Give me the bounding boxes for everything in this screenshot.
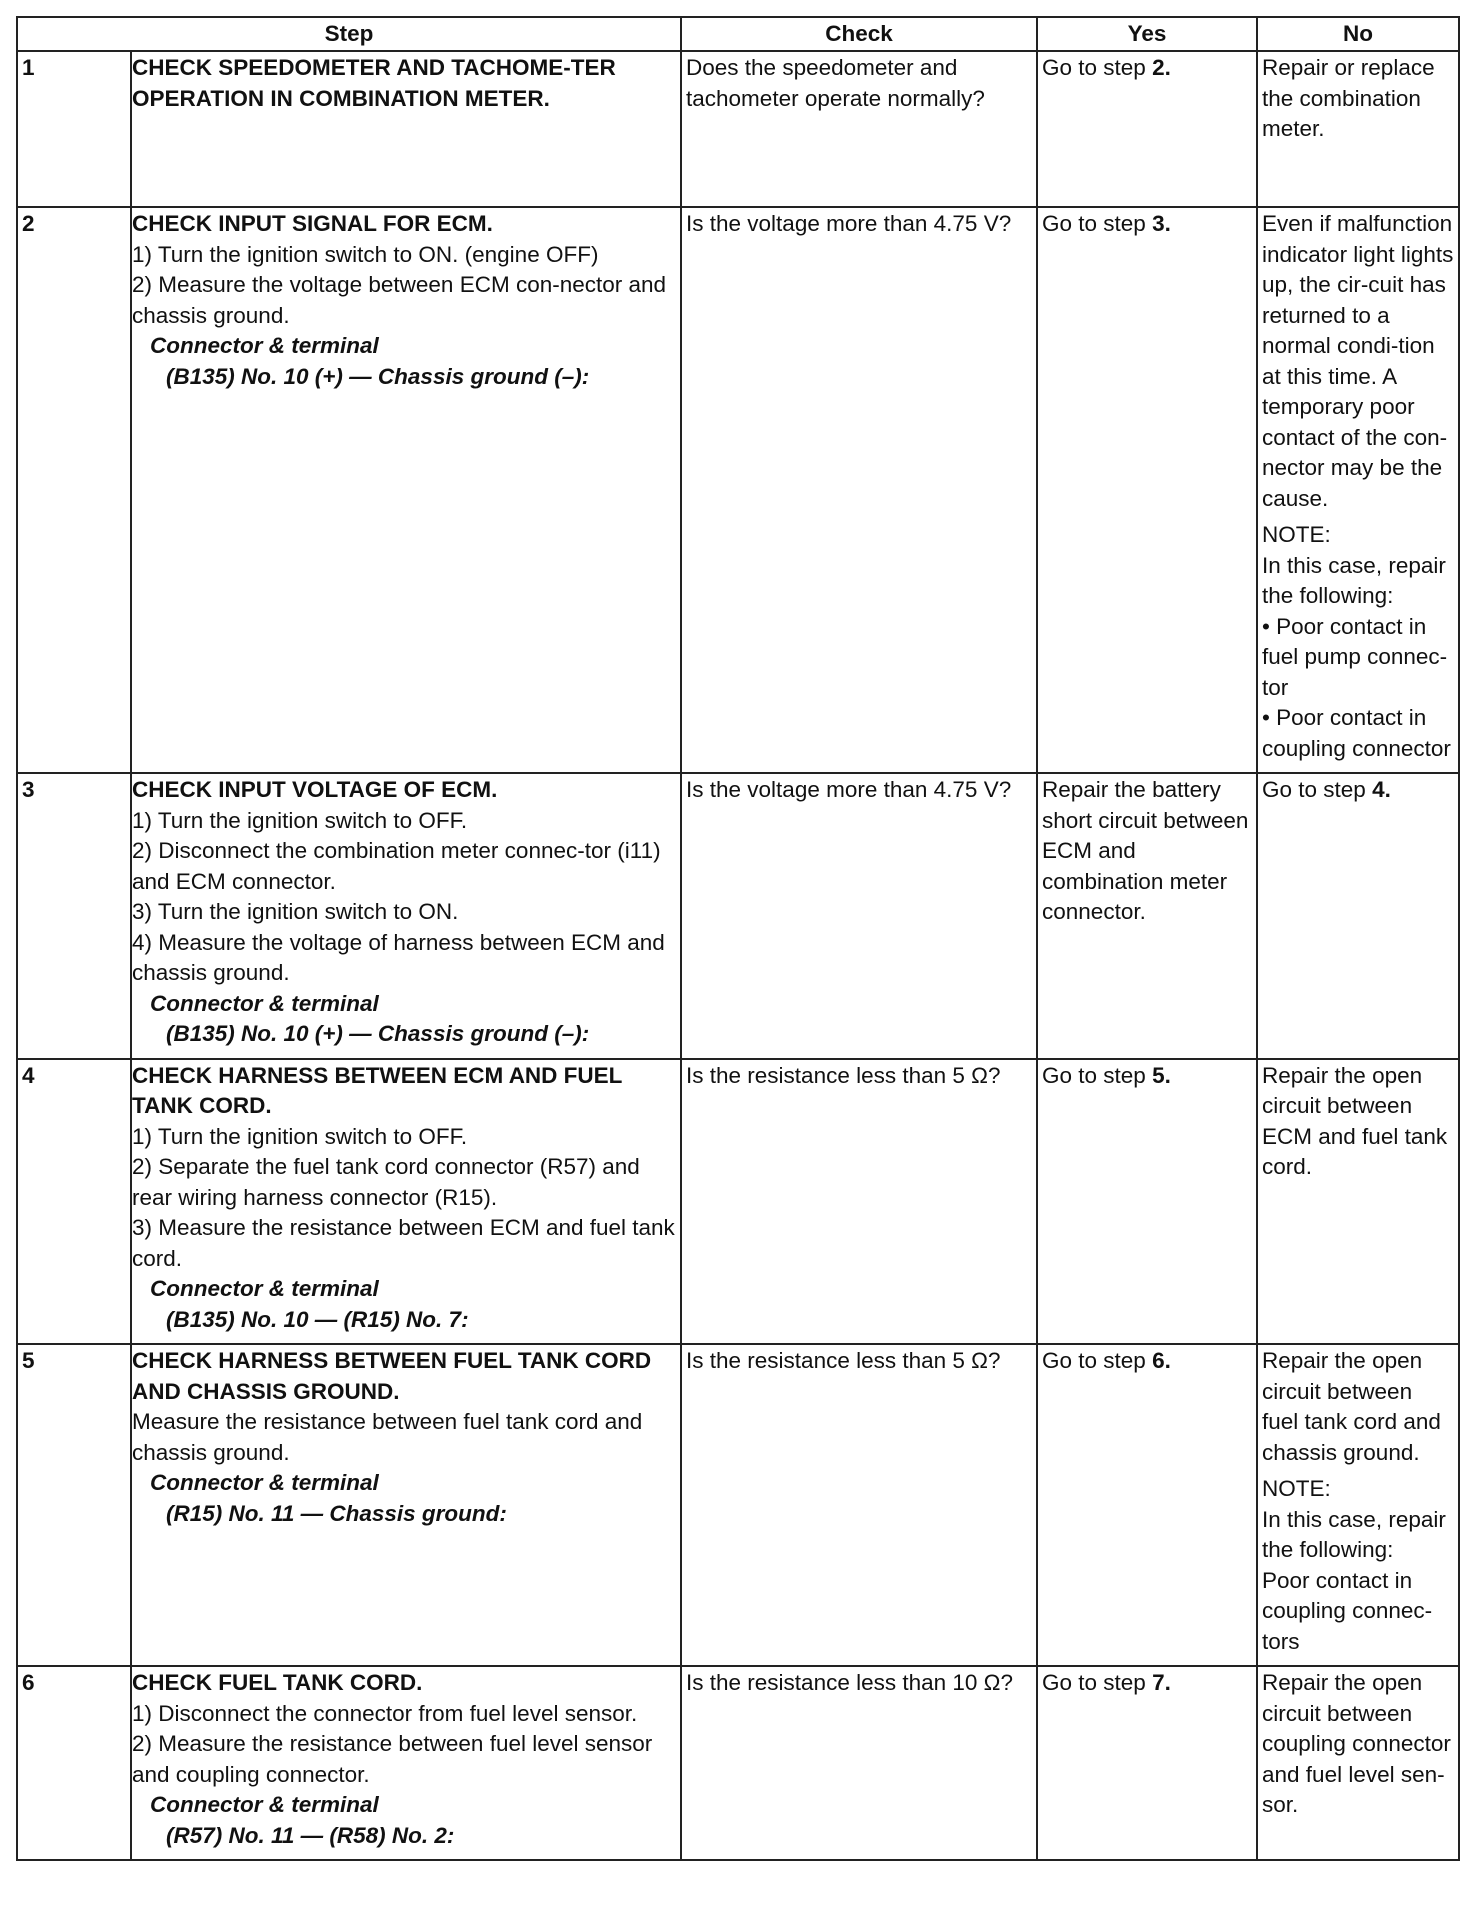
step-instruction: 1) Turn the ignition switch to ON. (engine OFF) (132, 241, 599, 267)
yes-step-ref: 5. (1152, 1062, 1171, 1088)
yes-step-ref: 3. (1152, 211, 1171, 236)
step-cell (131, 1666, 681, 1860)
yes-text: Go to step (1042, 1348, 1153, 1373)
connector-terminal-heading: Connector & terminal (150, 1276, 379, 1301)
connector-terminal-spec: (B135) No. 10 (+) — Chassis ground (–): (166, 1021, 590, 1046)
yes-text: Go to step (1042, 1062, 1153, 1088)
step-number: 5 (17, 1344, 131, 1666)
connector-terminal-heading: Connector & terminal (150, 1792, 379, 1817)
note-line: • Poor contact in coupling connector (1262, 705, 1451, 761)
step-cell (131, 1059, 681, 1345)
step-instruction: 3) Turn the ignition switch to ON. (132, 899, 459, 924)
step-instruction: 1) Turn the ignition switch to OFF. (132, 807, 468, 833)
step-instruction: 1) Disconnect the connector from fuel level sensor. (132, 1700, 638, 1726)
step-cell (131, 1344, 681, 1666)
table-body (17, 51, 1459, 1860)
step-number: 2 (17, 207, 131, 773)
check-cell: Does the speedometer and tachometer operate normally? (681, 51, 1037, 207)
step-title: CHECK INPUT SIGNAL FOR ECM. (132, 211, 493, 236)
yes-text: Go to step (1042, 1670, 1153, 1695)
yes-cell (1037, 1059, 1257, 1345)
step-instruction: 1) Turn the ignition switch to OFF. (132, 1123, 468, 1149)
step-title: CHECK HARNESS BETWEEN ECM AND FUEL TANK CORD. (132, 1062, 623, 1118)
no-step-ref: 4. (1372, 777, 1391, 802)
no-text: Go to step (1262, 777, 1373, 802)
table-row (17, 51, 1459, 207)
connector-terminal-heading: Connector & terminal (150, 1470, 379, 1495)
no-text: Even if malfunction indicator light lights up, the cir-cuit has returned to a normal condi-tion at this time. A temporary poor contact of the con-nector may be the cause. (1262, 211, 1454, 511)
yes-step-ref: 7. (1152, 1670, 1171, 1695)
yes-text: Repair the battery short circuit between ECM and combination meter connector. (1042, 777, 1249, 924)
table-row (17, 1666, 1459, 1860)
header-no: No (1257, 17, 1459, 51)
connector-terminal-spec: (R57) No. 11 — (R58) No. 2: (166, 1822, 455, 1848)
connector-terminal-spec: (B135) No. 10 — (R15) No. 7: (166, 1306, 469, 1332)
table-row (17, 207, 1459, 773)
step-instruction: 2) Disconnect the combination meter connec-tor (i11) and ECM connector. (132, 838, 661, 894)
header-yes: Yes (1037, 17, 1257, 51)
no-text: Repair the open circuit between ECM and fuel tank cord. (1262, 1062, 1448, 1179)
connector-terminal-heading: Connector & terminal (150, 333, 379, 358)
yes-cell (1037, 1666, 1257, 1860)
step-instruction: 3) Measure the resistance between ECM and fuel tank cord. (132, 1215, 675, 1271)
header-row (17, 17, 1459, 51)
no-text: Repair the open circuit between coupling connector and fuel level sen-sor. (1262, 1670, 1451, 1817)
step-number: 1 (17, 51, 131, 207)
note-line: In this case, repair the following: (1262, 552, 1446, 608)
connector-terminal-heading: Connector & terminal (150, 990, 379, 1016)
step-cell (131, 207, 681, 773)
step-title: CHECK SPEEDOMETER AND TACHOME-TER OPERATION IN COMBINATION METER. (132, 55, 616, 111)
yes-cell (1037, 51, 1257, 207)
step-cell (131, 773, 681, 1059)
yes-text: Go to step (1042, 211, 1153, 236)
yes-text: Go to step (1042, 55, 1153, 80)
connector-terminal-spec: (R15) No. 11 — Chassis ground: (166, 1500, 507, 1526)
no-cell (1257, 207, 1459, 773)
step-title: CHECK HARNESS BETWEEN FUEL TANK CORD AND CHASSIS GROUND. (132, 1348, 652, 1404)
step-number: 4 (17, 1059, 131, 1345)
yes-step-ref: 2. (1152, 55, 1171, 80)
step-title: CHECK FUEL TANK CORD. (132, 1670, 423, 1695)
check-cell: Is the resistance less than 10 Ω? (681, 1666, 1037, 1860)
yes-cell (1037, 1344, 1257, 1666)
step-instruction: 2) Measure the voltage between ECM con-nector and chassis ground. (132, 272, 667, 328)
header-check: Check (681, 17, 1037, 51)
table-row (17, 773, 1459, 1059)
step-title: CHECK INPUT VOLTAGE OF ECM. (132, 777, 498, 802)
note-line: Poor contact in coupling connec-tors (1262, 1567, 1433, 1654)
yes-step-ref: 6. (1152, 1348, 1171, 1373)
yes-cell (1037, 207, 1257, 773)
note-label: NOTE: (1262, 522, 1331, 547)
step-cell (131, 51, 681, 207)
table-row (17, 1059, 1459, 1345)
note-label: NOTE: (1262, 1476, 1331, 1501)
note-line: • Poor contact in fuel pump connec-tor (1262, 613, 1448, 700)
step-instruction: 2) Measure the resistance between fuel level sensor and coupling connector. (132, 1731, 653, 1787)
step-instruction: Measure the resistance between fuel tank cord and chassis ground. (132, 1409, 643, 1465)
check-cell: Is the resistance less than 5 Ω? (681, 1059, 1037, 1345)
no-cell (1257, 773, 1459, 1059)
table-row (17, 1344, 1459, 1666)
yes-cell (1037, 773, 1257, 1059)
no-cell (1257, 1059, 1459, 1345)
no-cell (1257, 1666, 1459, 1860)
check-cell: Is the resistance less than 5 Ω? (681, 1344, 1037, 1666)
no-cell (1257, 51, 1459, 207)
no-cell (1257, 1344, 1459, 1666)
connector-terminal-spec: (B135) No. 10 (+) — Chassis ground (–): (166, 363, 590, 389)
note-line: In this case, repair the following: (1262, 1506, 1446, 1562)
step-number: 3 (17, 773, 131, 1059)
diagnostic-table (16, 16, 1460, 1861)
step-instruction: 4) Measure the voltage of harness between ECM and chassis ground. (132, 929, 665, 985)
check-cell: Is the voltage more than 4.75 V? (681, 773, 1037, 1059)
check-cell: Is the voltage more than 4.75 V? (681, 207, 1037, 773)
header-step: Step (17, 17, 681, 51)
no-text: Repair the open circuit between fuel tank cord and chassis ground. (1262, 1348, 1441, 1465)
step-number: 6 (17, 1666, 131, 1860)
no-text: Repair or replace the combination meter. (1262, 55, 1435, 141)
step-instruction: 2) Separate the fuel tank cord connector (R57) and rear wiring harness connector (R15). (132, 1154, 640, 1210)
